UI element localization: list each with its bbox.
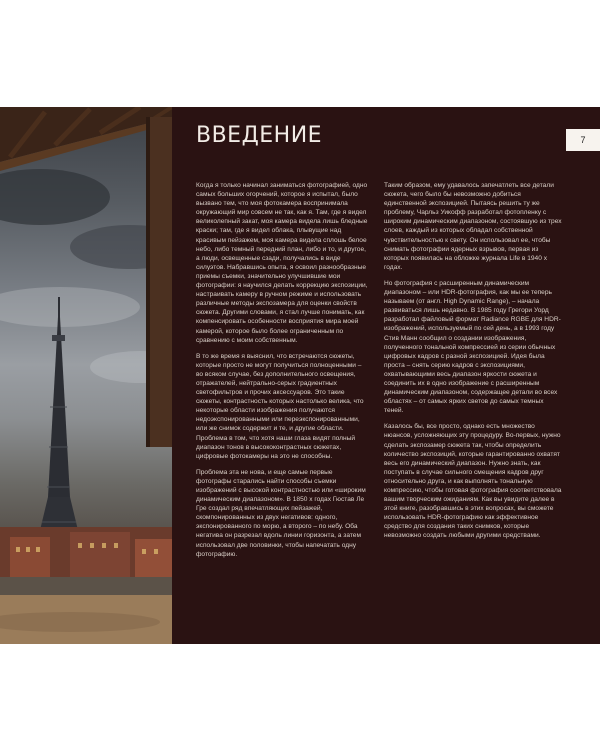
tower-photo-illustration (0, 107, 172, 644)
tower-photo (0, 107, 172, 644)
right-column (384, 181, 562, 548)
paragraph: Когда я только начинал заниматься фотографией, одно самых больших огорчений, которое я испытал, было вызвано тем, что моя фотокамера воспринимала окружающий мир совсем не так, как я. Там, где я видел великолепный закат, моя камера видела лишь бледные краски; там, где я видел облака, плывущие над красивым пейзажем, моя камера видела сплошь белое небо, либо темный передний план, либо и то, и другое, а люди, освещенные сзади, получались в виде силуэтов. Набравшись опыта, я освоил разнообразные приемы съемки, значительно улучшившие мои фотографии: я научился делать коррекцию экспозиции, настраивать камеру в ручном режиме и использовать различные методы экспозамера для оценки свойств сюжета. Другими словами, я стал лучше понимать, как компенсировать особенности восприятия мира моей камерой, которое было более ограниченным по сравнению с моим собственным. (196, 182, 368, 344)
paragraph: Проблема эта не нова, и еще самые первые фотографы старались найти способы съемки изображений с высокой контрастностью или «широким динамическим диапазоном». В 1850 х годах Гюстав Ле Гре создал ряд впечатляющих пейзажей, скомпонированных из двух негативов: одного, экспонированного по морю, а второго – по небу. Оба негатива он разрезал вдоль линии горизонта, а затем использовал две половинки, чтобы напечатать одну фотографию. (196, 468, 366, 558)
paragraph: Но фотография с расширенным динамическим диапазоном – или HDR-фотография, как мы ее теперь называем (от англ. High Dynamic Range), – начала развиваться лишь недавно. В 1985 году Грегори Уорд разработал файловый формат Radiance RGBE для HDR-изображений, используемый по сей день, а в 1993 году Стив Манн сообщил о создании изображения, полученного тональной компрессией из серии обычных цифровых кадров с разной экспозицией. Идея была проста – снять серию кадров с экспозициями, охватывающими весь диапазон яркости сюжета и соединить их в одно изображение с расширенным динамическим диапазоном, содержащее детали во всех областях – от самых ярких светов до самых темных теней. (384, 279, 561, 415)
text-panel (172, 107, 600, 644)
book-spread (0, 107, 600, 644)
left-column (196, 181, 368, 566)
page-number-badge: 7 (566, 129, 600, 151)
paragraph: Таким образом, ему удавалось запечатлеть все детали сюжета, чего было бы невозможно добиться единственной экспозицией. Пытаясь решить ту же проблему, Чарльз Уикофф разработал фотопленку с широким динамическим диапазоном, состоявшую из трех слоев, каждый из которых обладал собственной чувствительностью к свету. Он использовал ее, чтобы снимать фотографии ядерных взрывов, первая из которых появилась на обложке журнала Life в 1940 х годах. (384, 182, 562, 271)
paragraph: Казалось бы, все просто, однако есть множество нюансов, усложняющих эту процедуру. Во-первых, нужно сделать экспозамер сюжета так, чтобы определить количество экспозиций, которые гарантированно охватят весь его динамический диапазон. Нужно знать, как поступать в случае сильного смещения кадров друг относительно друга, и как выполнять тональную компрессию, чтобы готовая фотография соответствовала вашим творческим ожиданиям. Как вы увидите далее в этой книге, разобравшись в этих вопросах, вы сможете использовать HDR-фотографию как эффективное средство для создания таких снимков, которые невозможно создать любыми другими средствами. (384, 423, 562, 540)
page-title: ВВЕДЕНИЕ (196, 123, 323, 148)
paragraph: В то же время я выяснил, что встречаются сюжеты, которые просто не могут получиться полноценными – во всяком случае, без дополнительного освещения, отражателей, нейтрально-серых градиентных светофильтров и прочих аксессуаров. Это такие сюжеты, контрастность которых настолько велика, что некоторые области изображения получаются недоэкспонированными или переэкспонированными, или же снимок содержит и те, и другие области. Проблема в том, что хотя наши глаза видят полный диапазон тонов в высококонтрастных сюжетах, цифровые фотокамеры на это не способны. (196, 352, 364, 460)
